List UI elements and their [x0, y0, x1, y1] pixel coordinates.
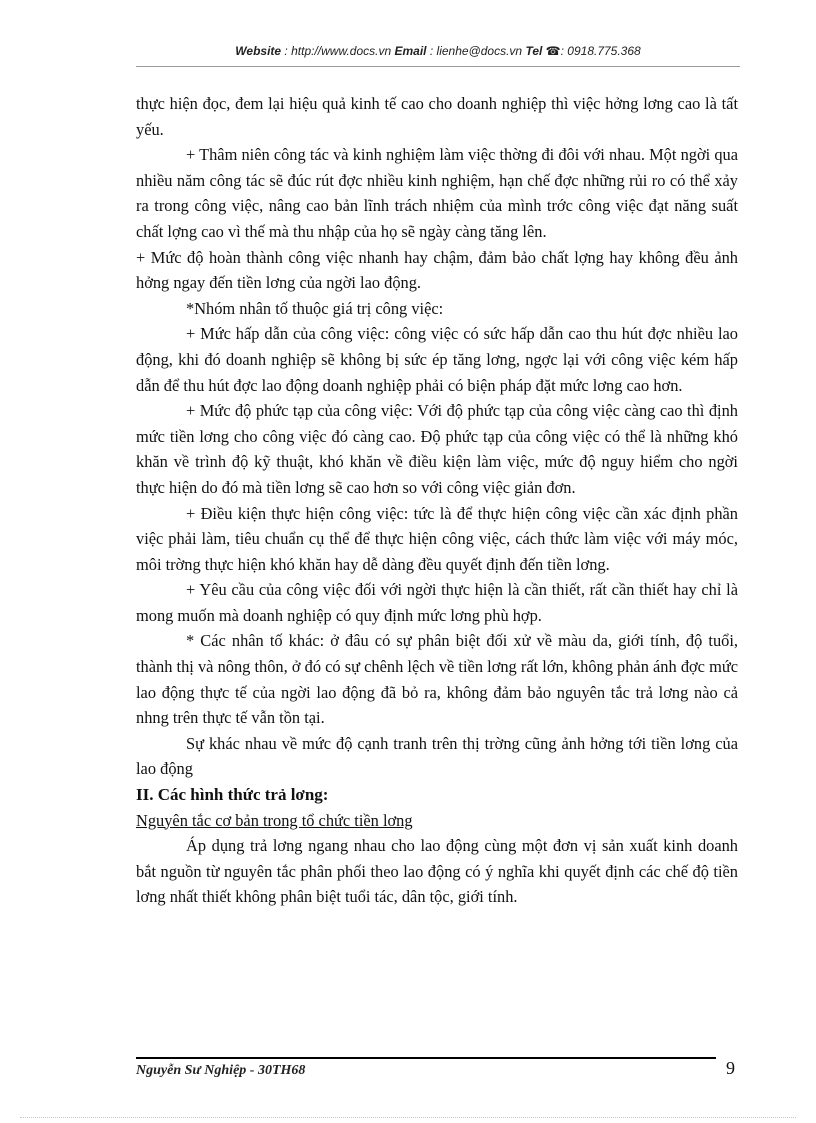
section-heading: II. Các hình thức trả lơng: [136, 785, 329, 805]
header-divider [136, 66, 740, 67]
website-label: Website [235, 44, 282, 58]
page-edge [20, 1117, 796, 1118]
paragraph: + Điều kiện thực hiện công việc: tức là để thực hiện công việc cần xác định phần việc phải làm, tiêu chuẩn cụ thể để thực hiện công việc, cách thức làm việc với máy móc, môi trờng thực hiện khó khăn hay dễ dàng đều quyết định đến tiền lơng. [136, 503, 738, 574]
paragraph: + Mức độ phức tạp của công việc: Với độ phức tạp của công việc càng cao thì định mức tiền lơng cho công việc đó càng cao. Độ phức tạp của công việc có thể là những khó khăn về trình độ kỹ thuật, khó khăn về điều kiện làm việc, mức độ nguy hiểm cho ngời thực hiện do đó mà tiền lơng sẽ cao hơn so với công việc giản đơn. [136, 401, 738, 497]
page-header [136, 44, 740, 58]
email-label: Email [394, 44, 427, 58]
website-value: http://www.docs.vn [291, 44, 395, 58]
paragraph: *Nhóm nhân tố thuộc giá trị công việc: [186, 298, 444, 318]
subheading: Nguyên tắc cơ bản trong tổ chức tiền lơng [136, 810, 413, 830]
phone-icon: ☎ [545, 44, 561, 58]
paragraph: Áp dụng trả lơng ngang nhau cho lao động cùng một đơn vị sản xuất kinh doanh bắt nguồn từ nguyên tắc phân phối theo lao động có ý nghĩa khi quyết định các chế độ tiền lơng nhất thiết không phân biệt tuổi tác, dân tộc, giới tính. [136, 836, 738, 907]
website-sep: : [281, 44, 292, 58]
paragraph: Sự khác nhau về mức độ cạnh tranh trên thị trờng cũng ảnh hởng tới tiền lơng của lao động [136, 733, 738, 779]
paragraph: * Các nhân tố khác: ở đâu có sự phân biệt đối xử về màu da, giới tính, độ tuổi, thành thị và nông thôn, ở đó có sự chênh lệch về tiền lơng rất lớn, không phản ánh đợc mức lao động thực tế của ngời lao động đã bỏ ra, không đảm bảo nguyên tắc trả lơng nào cả nhng trên thực tế vẫn tồn tại. [136, 631, 738, 728]
paragraph: + Thâm niên công tác và kinh nghiệm làm việc thờng đi đôi với nhau. Một ngời qua nhiều năm công tác sẽ đúc rút đợc nhiều kinh nghiệm, hạn chế đợc những rủi ro có thể xảy ra trong công việc, nâng cao bản lĩnh trách nhiệm của mình trớc công việc đạt năng suất chất lợng cao vì thế mà thu nhập của họ sẽ ngày càng tăng lên. [136, 145, 738, 241]
email-sep: : [426, 44, 437, 58]
paragraph: + Mức hấp dẫn của công việc: công việc có sức hấp dẫn cao thu hút đợc nhiều lao động, khi đó doanh nghiệp sẽ không bị sức ép tăng lơng, ngợc lại với công việc kém hấp dẫn để thu hút đợc lao động doanh nghiệp phải có biện pháp đặt mức lơng cao hơn. [136, 324, 738, 395]
paragraph: + Yêu cầu của công việc đối với ngời thực hiện là cần thiết, rất cần thiết hay chỉ là mong muốn mà doanh nghiệp có quy định mức lơng phù hợp. [136, 580, 738, 625]
tel-value: : 0918.775.368 [560, 44, 641, 58]
email-value: lienhe@docs.vn [436, 44, 526, 58]
tel-label: Tel [525, 44, 546, 58]
paragraph: thực hiện đọc, đem lại hiệu quả kinh tế cao cho doanh nghiệp thì việc hởng lơng cao là tất yếu. [136, 94, 738, 139]
footer-divider [136, 1057, 716, 1059]
footer-author: Nguyễn Sư Nghiệp - 30TH68 [136, 1063, 306, 1078]
page-number: 9 [726, 1058, 735, 1078]
page-body [136, 91, 738, 910]
paragraph: + Mức độ hoàn thành công việc nhanh hay chậm, đảm bảo chất lợng hay không đều ảnh hởng ngay đến tiền lơng của ngời lao động. [136, 247, 738, 293]
